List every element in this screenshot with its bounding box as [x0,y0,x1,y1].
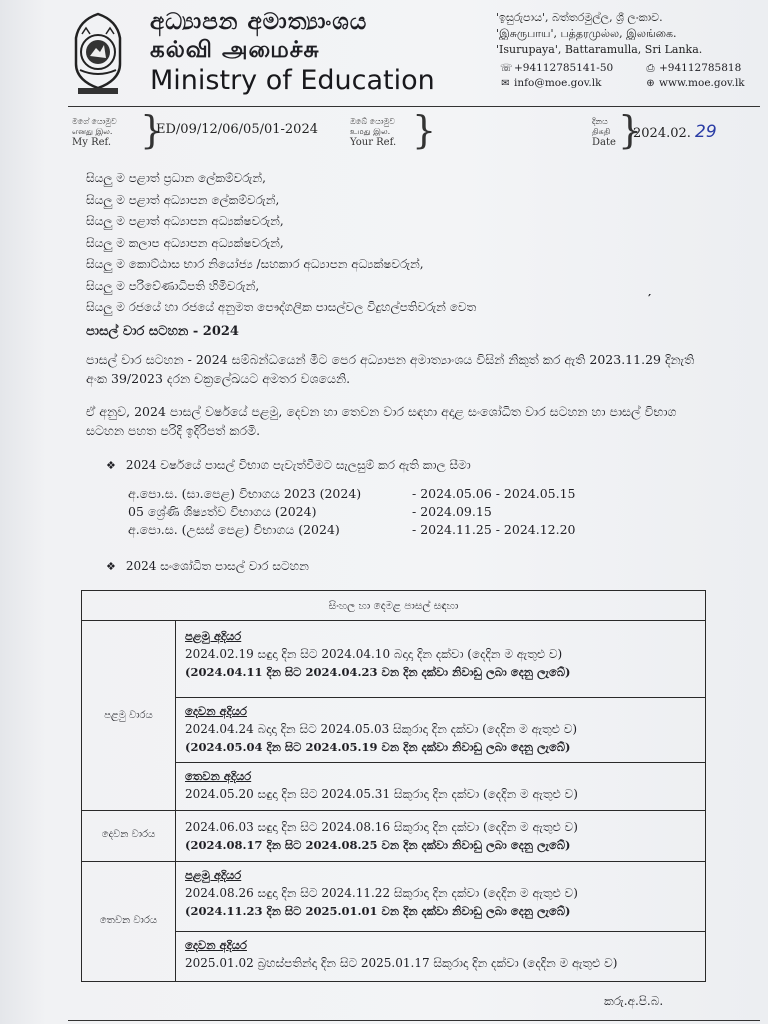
bullet-term-schedule [106,559,309,574]
term-1-label: පළමු වාරය [104,710,153,721]
my-ref-value: ED/09/12/06/05/01-2024 [156,122,318,137]
phase-holiday: (2024.11.23 දින සිට 2025.01.01 වන දින දක්වා නිවාඩු ලබා දෙනු ලැබේ) [185,904,571,918]
addressee-list [86,168,476,319]
my-ref-label: මගේ යොමුව எனது இல. My Ref. [72,117,117,148]
addressee-line: සියලු ම පළාත් අධ්‍යාපන අධ්‍යක්ෂවරුන්, [86,214,284,228]
exam-name: අ.පො.ස. (සා.පෙළ) විභාගය 2023 (2024) [128,486,362,501]
addressee-line: සියලු ම පළාත් අධ්‍යාපන ලේකම්වරුන්, [86,192,280,207]
address-english: 'Isurupaya', Battaramulla, Sri Lanka. [496,43,703,56]
sri-lanka-emblem-icon [70,12,126,98]
date-handwritten: 29 [695,122,717,142]
footer-divider [68,1020,760,1021]
phase-dates: 2024.04.24 බදාදා දින සිට 2024.05.03 සිකුරාදා දින දක්වා (දෙදින ම ඇතුළු ව) [185,722,578,736]
term-1-phase-1 [185,627,571,681]
diamond-bullet-icon: ❖ [106,459,116,472]
table-rule [175,620,176,982]
term-3-label: තෙවන වාරය [99,915,158,926]
title-tamil: கல்வி அமைச்சு [150,37,320,63]
fax-icon: ⎙ [646,63,655,74]
address-sinhala: 'ඉසුරුපාය', බත්තරමුල්ල, ශ්‍රී ලංකාව. [496,11,663,24]
term-schedule-table [81,590,706,982]
fax-number: +94112785818 [659,62,742,74]
table-header: සිංහල හා දෙමළ පාසල් සඳහා [328,600,459,612]
term-2-label: දෙවන වාරය [101,829,156,840]
bullet-text: 2024 සංශෝධිත පාසල් වාර සටහන [125,559,309,573]
my-ref-brace: } [140,108,165,152]
title-sinhala: අධ්‍යාපන අමාත්‍යාංශය [150,9,368,35]
phase-title: තෙවන අදියර [185,769,252,783]
table-rule [175,697,705,698]
address-tamil: 'இசுருபாய', பத்தரமுல்ல, இலங்கை. [496,27,677,40]
ministry-address [496,10,756,58]
exam-dates: - 2024.09.15 [412,504,492,519]
exam-row [128,504,668,522]
table-rule [175,931,705,932]
date-printed: 2024.02. [633,126,691,141]
paragraph-1: පාසල් වාර සටහන - 2024 සම්බන්ධයෙන් මීට පෙර අධ්‍යාපන අමාත්‍යාංශය විසින් නිකුත් කර ඇති 2023.11.29 දිනැති අංක 39/2023 දරන චක්‍රලේඛයට අමතර වශයෙනි. [86,352,695,386]
phase-dates: 2024.02.19 සඳුදා දින සිට 2024.04.10 බදාදා දින දක්වා (දෙදින ම ඇතුළු ව) [185,647,563,661]
table-rule [175,762,705,763]
exam-row [128,486,668,504]
term-3-phase-1 [185,866,578,920]
term-1-phase-3 [185,767,578,803]
globe-icon: ⊕ [646,78,655,89]
diamond-bullet-icon: ❖ [106,560,116,573]
addressee-line: සියලු ම පළාත් ප්‍රධාන ලේකම්වරුන්, [86,171,266,185]
website-address: www.moe.gov.lk [659,77,745,89]
phase-dates: 2025.01.02 බ්‍රහස්පතින්දා දින සිට 2025.01.17 සිකුරාදා දින දක්වා (දෙදින ම ඇතුළු ව) [185,956,618,970]
signoff-text: කරු.අ.පි.බ. [604,994,664,1008]
phase-title: දෙවන අදියර [185,938,247,952]
your-ref-label: ඔබේ යොමුව உமது இல. Your Ref. [350,117,397,148]
paragraph-2: ඒ අනුව, 2024 පාසල් වර්ෂයේ පළමු, දෙවන හා තෙවන වාර සඳහා අදාළ සංශෝධිත වාර සටහන හා පාසල් විභාග සටහන පහත පරිදි ඉදිරිපත් කරමි. [86,404,677,438]
phase-dates: 2024.08.26 සඳුදා දින සිට 2024.11.22 සිකුරාදා දින දක්වා (දෙදින ම ඇතුළු ව) [185,886,578,900]
addressee-line: සියලු ම රජයේ හා රජයේ අනුමත පෞද්ගලික පාසල්වල විදුහල්පතිවරුන් වෙත [86,300,477,314]
tick-mark: ′ [648,292,652,306]
date-value [633,122,717,142]
exam-dates: - 2024.11.25 - 2024.12.20 [412,522,576,537]
phase-title: පළමු අදියර [185,868,242,882]
phone-number: +94112785141-50 [514,62,614,74]
email-address: info@moe.gov.lk [514,77,602,89]
term-3-phase-2 [185,936,617,972]
addressee-line: සියලු ම පරිවේණාධිපති හිමිවරුන්, [86,278,260,293]
phase-holiday: (2024.08.17 දින සිට 2024.08.25 වන දින දක්වා නිවාඩු ලබා දෙනු ලැබේ) [185,838,571,852]
term-2-dates [185,818,578,854]
addressee-line: සියලු ම කලාප අධ්‍යාපන අධ්‍යක්ෂවරුන්, [86,235,284,250]
phase-holiday: (2024.05.04 දින සිට 2024.05.19 වන දින දක්වා නිවාඩු ලබා දෙනු ලැබේ) [185,740,571,754]
phase-dates: 2024.06.03 සඳුදා දින සිට 2024.08.16 සිකුරාදා දින දක්වා (දෙදින ම ඇතුළු ව) [185,820,578,834]
ministry-titles [150,8,480,98]
addressee-line: සියලු ම කොට්ඨාස භාර නියෝජ්‍ය /සහකාර අධ්‍යාපන අධ්‍යක්ෂවරුන්, [86,257,424,271]
phase-dates: 2024.05.20 සඳුදා දින සිට 2024.05.31 සිකුරාදා දින දක්වා (දෙදින ම ඇතුළු ව) [185,787,578,801]
your-ref-brace: } [412,108,437,152]
phase-holiday: (2024.04.11 දින සිට 2024.04.23 වන දින දක්වා නිවාඩු ලබා දෙනු ලැබේ) [185,665,571,679]
exam-name: අ.පො.ස. (උසස් පෙළ) විභාගය (2024) [128,522,340,537]
header-divider [68,106,760,107]
exam-row [128,522,668,540]
phase-title: දෙවන අදියර [185,704,247,718]
email-icon: ✉ [501,78,510,89]
subject-heading: පාසල් වාර සටහන - 2024 [86,324,239,339]
date-brace: } [618,108,643,152]
phone-icon: ☏ [500,63,513,74]
title-english: Ministry of Education [150,65,435,96]
bullet-text: 2024 වර්ෂයේ පාසල් විභාග පැවැත්වීමට සැලසුම් කර ඇති කාල සීමා [125,458,471,472]
phase-title: පළමු අදියර [185,629,242,643]
date-label: දිනය திகதி Date [592,117,616,148]
term-1-phase-2 [185,702,577,756]
exam-name: 05 ශ්‍රේණි ශිෂ්‍යත්ව විභාගය (2024) [128,504,317,519]
contact-info [500,61,760,91]
exam-dates: - 2024.05.06 - 2024.05.15 [412,486,576,501]
bullet-exam-periods [106,458,471,473]
